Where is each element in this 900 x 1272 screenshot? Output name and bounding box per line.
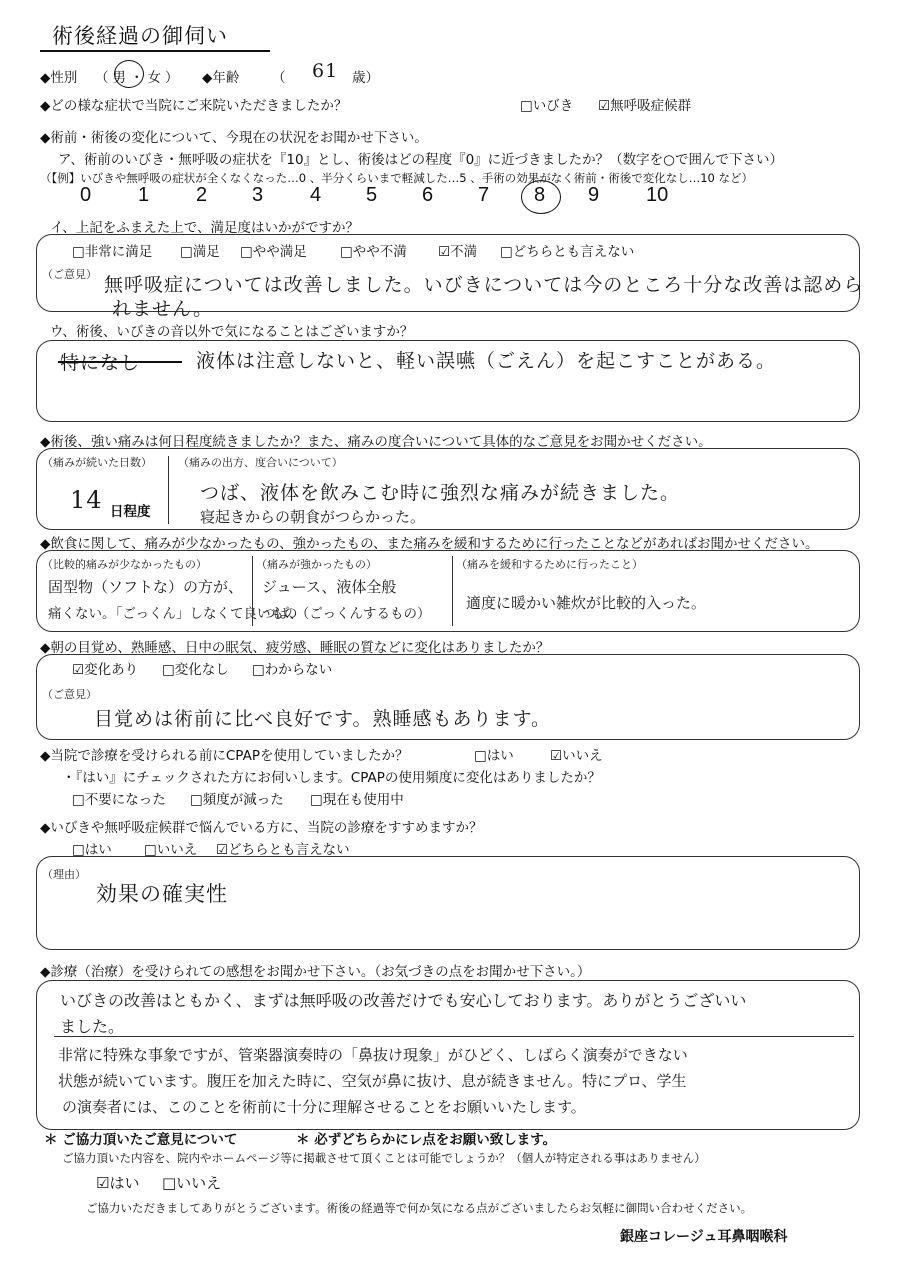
impression-line5[interactable]: の演奏者には、このことを術前に十分に理解させることをお願いいたします。 xyxy=(62,1098,586,1116)
change-heading: ◆術前・術後の変化について、今現在の状況をお聞かせ下さい。 xyxy=(40,130,428,146)
sleep-question: ◆朝の目覚め、熟睡感、日中の眠気、疲労感、睡眠の質などに変化はありましたか？ xyxy=(40,640,550,656)
satisfaction-opt-satisfied[interactable]: □満足 xyxy=(180,244,220,260)
age-label: ◆年齢 xyxy=(202,70,240,86)
food-strong-label: （痛みが強かったもの） xyxy=(256,558,377,571)
footer-note-right: ＊ 必ずどちらかにレ点をお願い致します。 xyxy=(296,1132,557,1148)
recommend-opt-neither[interactable]: ☑どちらとも言えない xyxy=(216,842,350,858)
satisfaction-answer-line2[interactable]: れません。 xyxy=(112,298,214,320)
pain-days-label: （痛みが続いた日数） xyxy=(42,456,152,469)
pain-days-unit: 日程度 xyxy=(110,504,151,520)
cpap-opt-no[interactable]: ☑いいえ xyxy=(550,748,603,764)
food-divider-2 xyxy=(452,556,453,626)
footer-thanks: ご協力いただきましてありがとうございます。術後の経過等で何か気になる点がございましたらお気軽に御問い合わせください。 xyxy=(86,1201,753,1215)
impression-line1[interactable]: いびきの改善はともかく、まずは無呼吸の改善だけでも安心しております。ありがとうございい xyxy=(60,991,747,1010)
food-less-line1[interactable]: 固型物（ソフトな）の方が、 xyxy=(48,578,244,596)
impression-handdrawn-divider xyxy=(54,1036,854,1037)
impression-question: ◆診療（治療）を受けられての感想をお聞かせ下さい。（お気づきの点をお聞かせ下さい。） xyxy=(40,964,591,980)
symptom-question: ◆どの様な症状で当院にご来院いただきましたか？ xyxy=(40,98,348,114)
recommend-reason-label: （理由） xyxy=(42,868,86,881)
age-open: （ xyxy=(272,70,286,86)
pain-question: ◆術後、強い痛みは何日程度続きましたか？また、痛みの度合いについて具体的なご意見をお聞かせください。 xyxy=(40,434,712,450)
scale-7[interactable]: 7 xyxy=(478,184,490,206)
change-question-a: ア、術前のいびき・無呼吸の症状を『10』とし、術後はどの程度『0』に近づきましたか？（数字を○で囲んで下さい） xyxy=(58,152,783,168)
satisfaction-opt-somewhat-dis[interactable]: □やや不満 xyxy=(340,244,407,260)
pain-days-value[interactable]: 14 xyxy=(70,486,103,514)
cpap-question: ◆当院で診療を受けられる前にCPAPを使用していましたか？ xyxy=(40,748,409,764)
pain-degree-label: （痛みの出方、度合いについて） xyxy=(178,456,343,469)
age-value[interactable]: 61 xyxy=(312,60,339,82)
sleep-answer[interactable]: 目覚めは術前に比べ良好です。熟睡感もあります。 xyxy=(94,708,551,730)
food-strong-line2[interactable]: つば、（ごっくんするもの） xyxy=(262,606,431,622)
scale-10[interactable]: 10 xyxy=(646,184,669,206)
gender-label: ◆性別 xyxy=(40,70,78,86)
food-strong-line1[interactable]: ジュース、液体全般 xyxy=(262,578,397,596)
satisfaction-opt-neither[interactable]: □どちらとも言えない xyxy=(500,244,635,260)
symptom-option-snoring[interactable]: □いびき xyxy=(520,98,574,114)
pain-degree-line1[interactable]: つば、液体を飲みこむ時に強烈な痛みが続きました。 xyxy=(200,482,681,504)
pain-degree-line2[interactable]: 寝起きからの朝食がつらかった。 xyxy=(200,508,426,526)
cpap-sub-opt-reduced[interactable]: □頻度が減った xyxy=(190,792,284,808)
impression-line3[interactable]: 非常に特殊な事象ですが、管楽器演奏時の「鼻抜け現象」がひどく、しばらく演奏ができない xyxy=(58,1046,688,1064)
symptom-option-apnea[interactable]: ☑無呼吸症候群 xyxy=(598,98,692,114)
scale-3[interactable]: 3 xyxy=(252,184,264,206)
cpap-sub-question: ・『はい』にチェックされた方にお伺いします。CPAPの使用頻度に変化はありましたか？ xyxy=(62,770,601,786)
scale-5[interactable]: 5 xyxy=(366,184,378,206)
scale-1[interactable]: 1 xyxy=(138,184,150,206)
other-answer[interactable]: 液体は注意しないと、軽い誤嚥（ごえん）を起こすことがある。 xyxy=(196,350,777,372)
title-underline xyxy=(40,50,270,52)
change-example: （【例】いびきや無呼吸の症状が全くなくなった…0 、半分くらいまで軽減した…5 、手術の効果がなく術前・術後で変化なし…10 など） xyxy=(40,171,753,185)
scale-0[interactable]: 0 xyxy=(80,184,92,206)
food-less-line2[interactable]: 痛くない。「ごっくん」しなくて良いもの xyxy=(48,606,298,622)
recommend-opt-no[interactable]: □いいえ xyxy=(144,842,198,858)
page-title: 術後経過の御伺い xyxy=(52,24,228,48)
satisfaction-opt-somewhat[interactable]: □やや満足 xyxy=(240,244,307,260)
food-relief-line[interactable]: 適度に暖かい雑炊が比較的入った。 xyxy=(466,594,707,612)
cpap-sub-opt-unneeded[interactable]: □不要になった xyxy=(72,792,166,808)
satisfaction-opt-dissatisfied[interactable]: ☑不満 xyxy=(438,244,478,260)
footer-note-left: ＊ ご協力頂いたご意見について xyxy=(44,1132,238,1148)
pain-divider xyxy=(168,456,169,524)
other-struck-text: 特になし xyxy=(60,352,141,374)
sleep-opt-changed[interactable]: ☑変化あり xyxy=(72,662,139,678)
age-unit: 歳） xyxy=(352,70,379,86)
cpap-sub-opt-still[interactable]: □現在も使用中 xyxy=(310,792,404,808)
scale-selected-circle xyxy=(521,180,561,214)
scale-4[interactable]: 4 xyxy=(310,184,322,206)
impression-line4[interactable]: 状態が続いています。腹圧を加えた時に、空気が鼻に抜け、息が続きません。特にプロ、学生 xyxy=(58,1072,687,1090)
footer-publish-no[interactable]: □いいえ xyxy=(162,1174,222,1192)
food-less-label: （比較的痛みが少なかったもの） xyxy=(42,558,207,571)
clinic-name: 銀座コレージュ耳鼻咽喉科 xyxy=(620,1229,788,1245)
scale-2[interactable]: 2 xyxy=(196,184,208,206)
footer-publish-question: ご協力頂いた内容を、院内やホームページ等に掲載させて頂くことは可能でしょうか？（個人が特定される事はありません） xyxy=(62,1151,706,1165)
other-question: ウ、術後、いびきの音以外で気になることはございますか？ xyxy=(50,324,414,340)
sleep-opinion-label: （ご意見） xyxy=(42,688,97,701)
satisfaction-question: イ、上記をふまえた上で、満足度はいかがですか？ xyxy=(50,220,360,236)
satisfaction-opinion-label: （ご意見） xyxy=(42,268,97,281)
gender-options[interactable]: （男・女） xyxy=(95,70,183,86)
food-divider-1 xyxy=(252,556,253,626)
strikethrough-line xyxy=(58,361,182,363)
satisfaction-opt-very[interactable]: □非常に満足 xyxy=(72,244,153,260)
recommend-reason[interactable]: 効果の確実性 xyxy=(96,882,228,906)
recommend-opt-yes[interactable]: □はい xyxy=(72,842,112,858)
scale-6[interactable]: 6 xyxy=(422,184,434,206)
recommend-question: ◆いびきや無呼吸症候群で悩んでいる方に、当院の診療をすすめますか？ xyxy=(40,820,483,836)
food-relief-label: （痛みを緩和するために行ったこと） xyxy=(456,558,643,571)
scale-8[interactable]: 8 xyxy=(534,184,546,206)
scale-9[interactable]: 9 xyxy=(588,184,600,206)
satisfaction-answer-line1[interactable]: 無呼吸症については改善しました。いびきについては今のところ十分な改善は認めら xyxy=(104,274,864,296)
sleep-opt-nochange[interactable]: □変化なし xyxy=(162,662,229,678)
food-question: ◆飲食に関して、痛みが少なかったもの、強かったもの、また痛みを緩和するために行ったことなどがあればお聞かせください。 xyxy=(40,536,819,552)
footer-publish-yes[interactable]: ☑はい xyxy=(96,1174,140,1192)
gender-selected-circle xyxy=(114,60,144,88)
sleep-opt-unknown[interactable]: □わからない xyxy=(252,662,333,678)
cpap-opt-yes[interactable]: □はい xyxy=(474,748,514,764)
impression-line2[interactable]: ました。 xyxy=(60,1017,125,1036)
